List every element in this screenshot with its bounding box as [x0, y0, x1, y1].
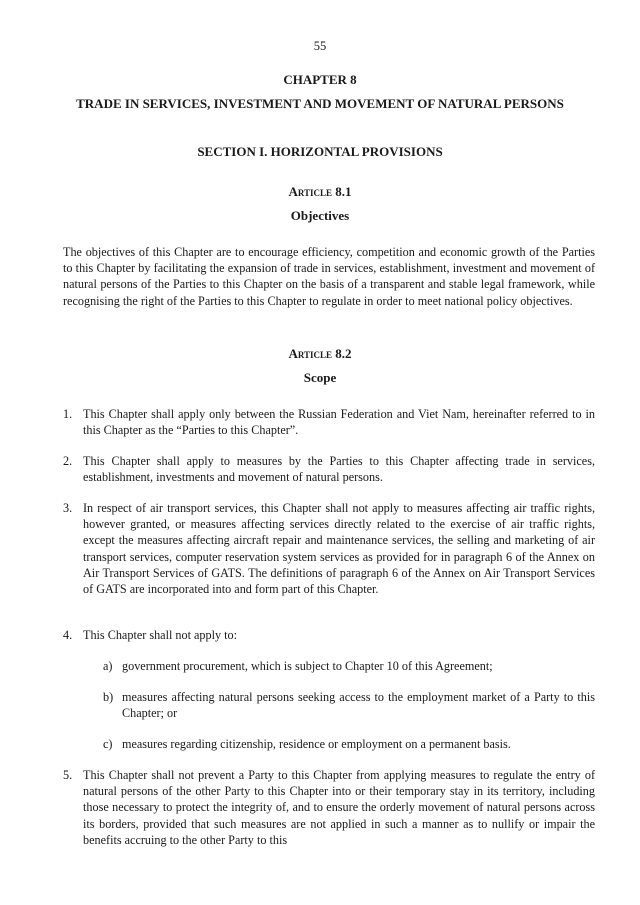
article-label — [0, 184, 640, 200]
list-item-number: 4. — [63, 628, 73, 642]
list-item-text: This Chapter shall not apply to: — [83, 628, 238, 642]
article-heading: Scope — [303, 370, 337, 385]
sub-list-item-text: measures regarding citizenship, residence or employment on a permanent basis. — [122, 737, 511, 751]
list-item-number: 2. — [63, 454, 73, 468]
sub-list-item-text: government procurement, which is subject to Chapter 10 of this Agreement; — [122, 659, 493, 673]
list-item — [63, 500, 595, 597]
article-label — [0, 346, 640, 362]
list-item — [63, 627, 595, 643]
list-item — [63, 453, 595, 485]
sub-list-item — [103, 736, 595, 752]
sub-list-item-letter: a) — [103, 659, 113, 673]
sub-list-item-letter: b) — [103, 690, 114, 704]
article-body-paragraph: The objectives of this Chapter are to encourage efficiency, competition and economic growth of the Parties to this Chapter by facilitating the expansion of trade in services, establishment, investment and movement of natural persons of the Parties to this Chapter on the basis of a transparent and stable legal framework, while recognising the right of the Parties to this Chapter to regulate in order to meet national policy objectives. — [63, 245, 595, 308]
list-item — [63, 406, 595, 438]
article-heading: Objectives — [290, 208, 350, 223]
list-item — [63, 767, 595, 848]
list-item-text: This Chapter shall apply to measures by the Parties to this Chapter affecting trade in services, establishment, investments and movement of natural persons. — [83, 454, 595, 485]
page-number: 55 — [313, 39, 327, 53]
list-item-text: In respect of air transport services, this Chapter shall not apply to measures affecting air traffic rights, however granted, or measures affecting services directly related to the exercise of air traffic rights, except the measures affecting aircraft repair and maintenance services, the selling and marketing of air transport services, computer reservation system services as provided for in paragraph 6 of the Annex on Air Transport Services of GATS. The definitions of paragraph 6 of the Annex on Air Transport Services of GATS are incorporated into and form part of this Chapter. — [83, 501, 595, 597]
article-label-word: Article — [288, 346, 333, 361]
list-item-text: This Chapter shall not prevent a Party to this Chapter from applying measures to regulate the entry of natural persons of the other Party to this Chapter into or their temporary stay in its territory, including those necessary to protect the integrity of, and to ensure the orderly movement of natural persons across its borders, provided that such measures are not applied in such a manner as to nullify or impair the benefits accruing to the other Party to this — [83, 768, 595, 847]
sub-list-item — [103, 689, 595, 721]
chapter-number: CHAPTER 8 — [283, 72, 357, 87]
list-item-number: 3. — [63, 501, 73, 515]
list-item-number: 5. — [63, 768, 73, 782]
sub-list-item — [103, 658, 595, 674]
list-item-text: This Chapter shall apply only between the Russian Federation and Viet Nam, hereinafter referred to in this Chapter as the “Parties to this Chapter”. — [83, 407, 595, 438]
article-label-number: 8.1 — [335, 184, 352, 199]
article-label-number: 8.2 — [335, 346, 352, 361]
sub-list-item-letter: c) — [103, 737, 113, 751]
list-item-number: 1. — [63, 407, 73, 421]
sub-list-item-text: measures affecting natural persons seeking access to the employment market of a Party to this Chapter; or — [122, 690, 595, 721]
section-title: SECTION I. HORIZONTAL PROVISIONS — [197, 144, 443, 159]
chapter-title: TRADE IN SERVICES, INVESTMENT AND MOVEMENT OF NATURAL PERSONS — [76, 96, 564, 111]
article-label-word: Article — [288, 184, 333, 199]
